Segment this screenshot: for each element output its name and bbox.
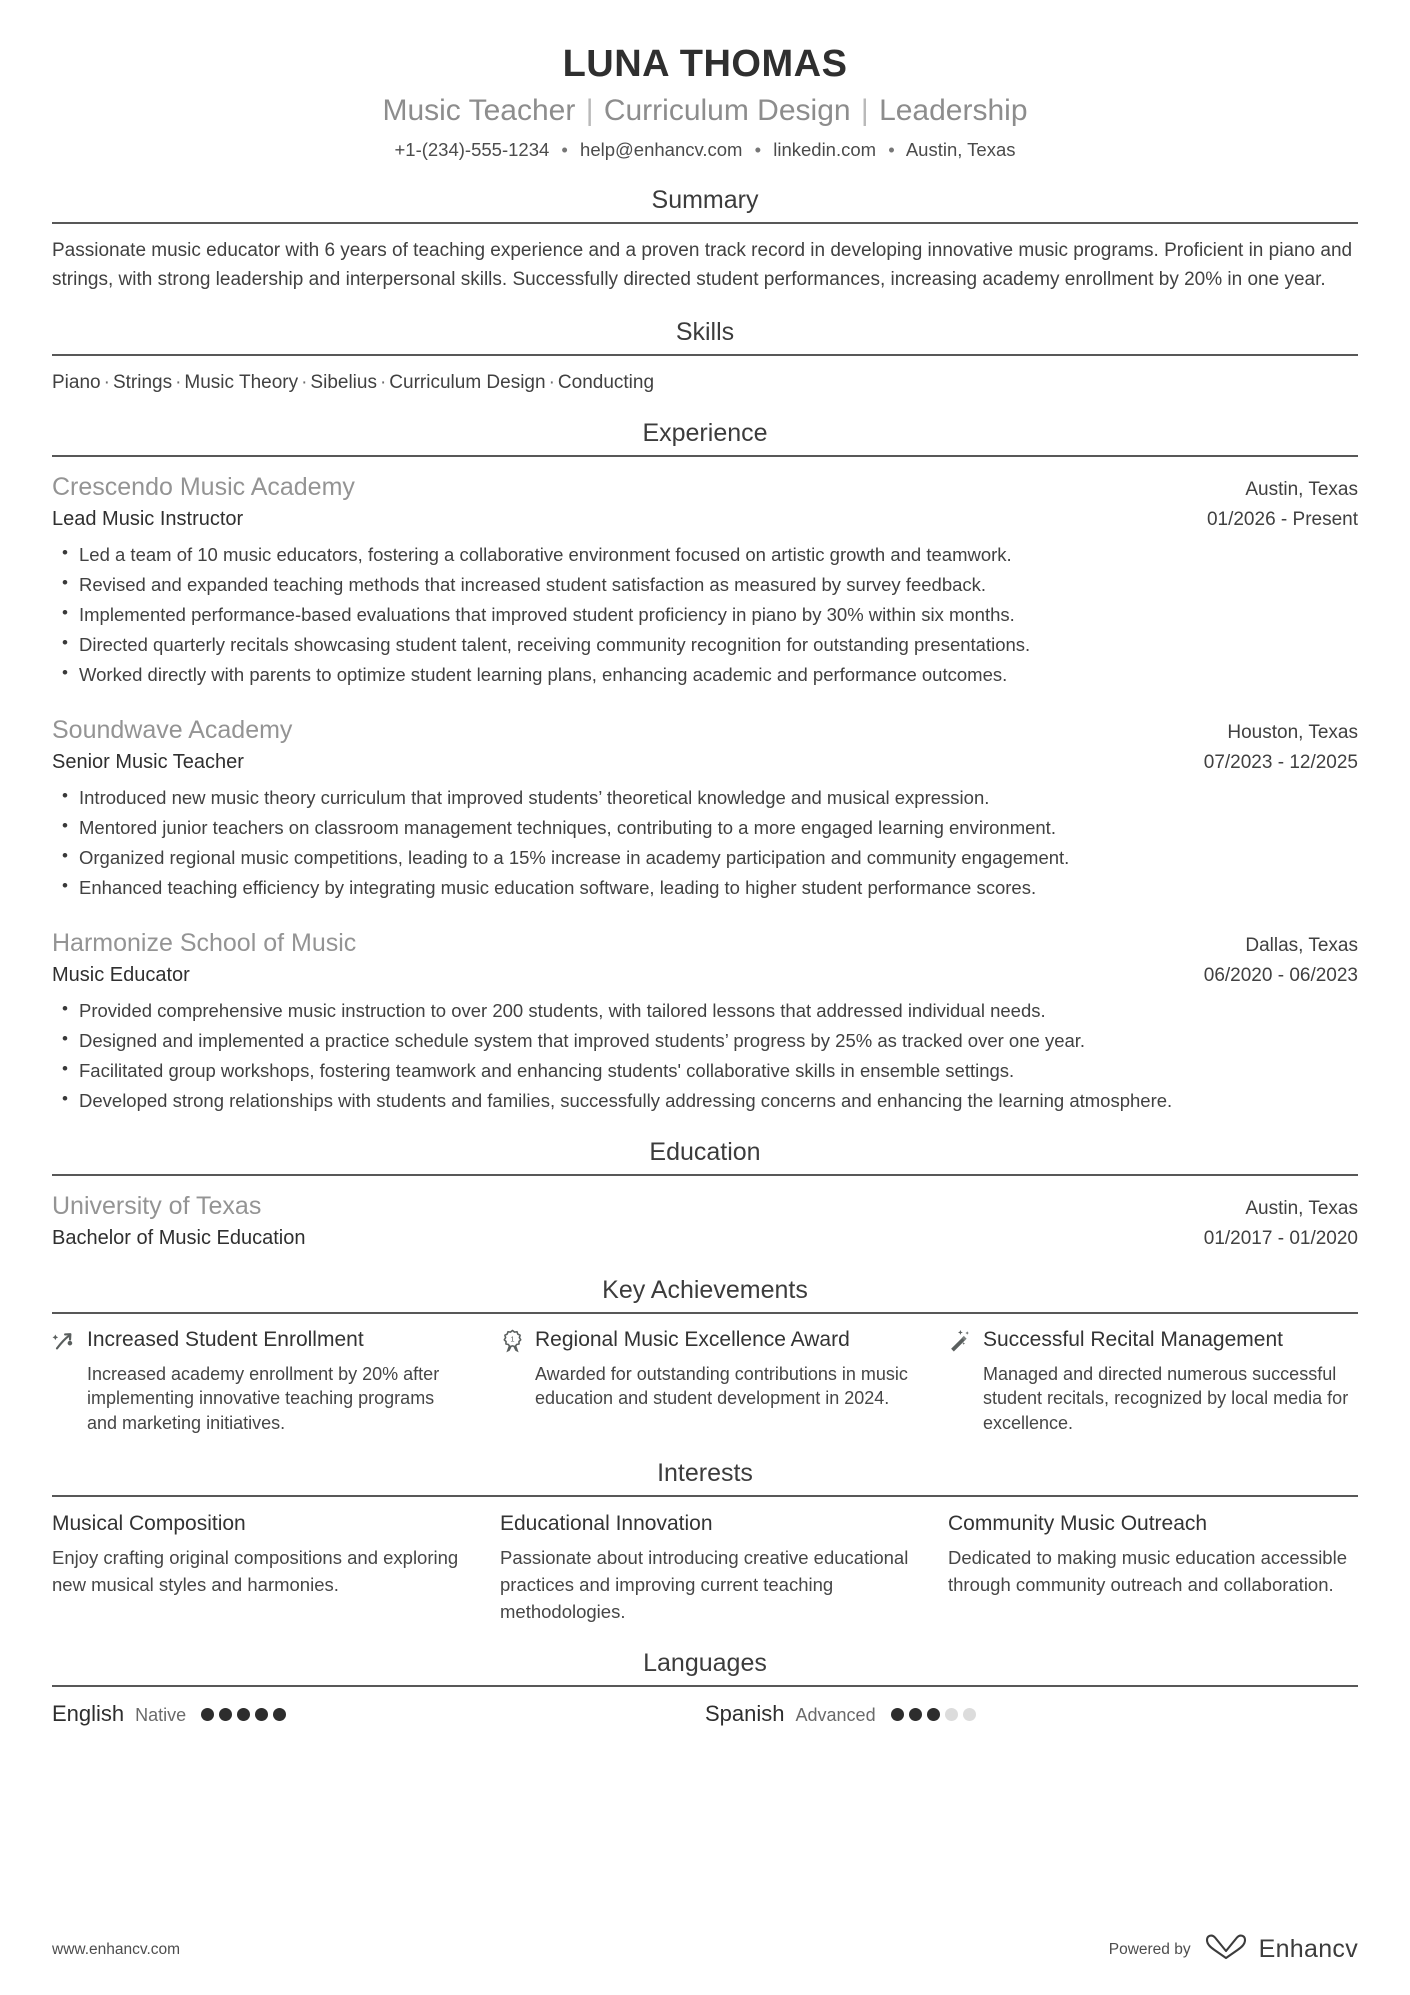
experience-bullet: • Enhanced teaching efficiency by integrating music education software, leading to higher student performance scores.: [52, 874, 1358, 902]
interest-description: Passionate about introducing creative educational practices and improving current teaching methodologies.: [500, 1547, 909, 1622]
section-summary: [52, 185, 1358, 295]
award-ribbon-icon: [500, 1329, 525, 1355]
proficiency-dot: [273, 1708, 286, 1721]
magic-wand-icon: [948, 1329, 973, 1355]
proficiency-dot: [891, 1708, 904, 1721]
experience-bullet: • Facilitated group workshops, fostering teamwork and enhancing students' collaborative skills in ensemble settings.: [52, 1057, 1358, 1085]
enhancv-logo-icon: [1204, 1932, 1250, 1967]
skills-list: [52, 369, 1358, 397]
language-item: [705, 1700, 1358, 1729]
language-name: Spanish: [705, 1700, 785, 1726]
section-languages: [52, 1648, 1358, 1729]
experience-body: [52, 457, 1358, 1115]
experience-dates: 01/2026 - Present: [1206, 508, 1358, 530]
headline-part-1: Curriculum Design: [603, 93, 851, 127]
skill-separator: ·: [301, 371, 308, 393]
candidate-name: LUNA THOMAS: [562, 43, 848, 85]
headline-separator: |: [585, 93, 594, 127]
section-key-achievements: [52, 1275, 1358, 1436]
education-dates: 01/2017 - 01/2020: [1203, 1227, 1358, 1249]
headline-part-0: Music Teacher: [382, 93, 576, 127]
interest-item: [500, 1510, 910, 1626]
education-org-row: [52, 1189, 1358, 1224]
achievement-title: Regional Music Excellence Award: [535, 1327, 850, 1351]
resume-header: [52, 34, 1358, 163]
language-level: Native: [135, 1704, 187, 1725]
experience-organization: Harmonize School of Music: [52, 929, 357, 958]
achievement-title: Increased Student Enrollment: [87, 1327, 364, 1351]
experience-role-row: [52, 961, 1358, 990]
language-name: English: [52, 1700, 125, 1726]
headline-separator: |: [860, 93, 869, 127]
contact-linkedin[interactable]: linkedin.com: [773, 138, 877, 160]
trending-up-sparkle-icon: [52, 1329, 77, 1355]
skill-separator: ·: [103, 371, 110, 393]
experience-org-row: [52, 926, 1358, 961]
skill-item: Strings: [112, 371, 173, 393]
interest-title: Community Music Outreach: [948, 1512, 1208, 1535]
skill-item: Music Theory: [184, 371, 299, 393]
section-experience: [52, 418, 1358, 1115]
proficiency-dot: [255, 1708, 268, 1721]
proficiency-dot: [945, 1708, 958, 1721]
experience-location: Houston, Texas: [1227, 722, 1358, 744]
interest-item: [948, 1510, 1358, 1626]
achievement-item: [948, 1327, 1358, 1436]
key-achievements-grid: [52, 1327, 1358, 1436]
achievement-description: Increased academy enrollment by 20% after implementing innovative teaching programs and marketing initiatives.: [87, 1363, 440, 1434]
experience-bullet: • Mentored junior teachers on classroom management techniques, contributing to a more engaged learning environment.: [52, 814, 1358, 842]
skill-separator: ·: [175, 371, 182, 393]
enhancv-brand: [1204, 1932, 1358, 1967]
interest-description: Dedicated to making music education accessible through community outreach and collaboration.: [948, 1547, 1347, 1596]
experience-bullet: • Designed and implemented a practice schedule system that improved students’ progress by 25% as tracked over one year.: [52, 1027, 1358, 1055]
education-institution: University of Texas: [52, 1192, 262, 1221]
experience-bullets: [52, 784, 1358, 902]
achievement-header: [52, 1327, 462, 1355]
contact-line: [52, 138, 1358, 163]
achievement-header: [500, 1327, 910, 1355]
languages-row: [52, 1700, 1358, 1729]
experience-bullet: • Introduced new music theory curriculum that improved students’ theoretical knowledge and musical expression.: [52, 784, 1358, 812]
contact-phone: +1-(234)-555-1234: [394, 138, 550, 160]
section-title-summary: Summary: [651, 185, 759, 214]
candidate-headline: [52, 91, 1358, 130]
experience-role: Lead Music Instructor: [52, 507, 244, 530]
skill-item: Conducting: [557, 371, 655, 393]
section-title-education: Education: [649, 1138, 761, 1167]
experience-org-row: [52, 470, 1358, 505]
proficiency-dot: [927, 1708, 940, 1721]
interests-grid: [52, 1510, 1358, 1626]
contact-separator: •: [561, 138, 568, 160]
achievement-item: [52, 1327, 462, 1436]
section-title-skills: Skills: [675, 317, 735, 346]
experience-location: Dallas, Texas: [1245, 935, 1358, 957]
experience-dates: 06/2020 - 06/2023: [1203, 964, 1358, 986]
interests-body: [52, 1497, 1358, 1626]
section-title-languages: Languages: [643, 1648, 767, 1677]
enhancv-wordmark: Enhancv: [1258, 1935, 1358, 1963]
education-degree-row: [52, 1224, 1358, 1253]
achievement-title: Successful Recital Management: [983, 1327, 1283, 1351]
contact-location: Austin, Texas: [905, 138, 1016, 160]
interest-item: [52, 1510, 462, 1626]
resume-footer: [52, 1932, 1358, 1967]
headline-part-2: Leadership: [879, 93, 1028, 127]
proficiency-dot: [237, 1708, 250, 1721]
experience-bullet: • Directed quarterly recitals showcasing student talent, receiving community recognition for outstanding presentations.: [52, 631, 1358, 659]
contact-separator: •: [888, 138, 895, 160]
language-proficiency-dots: [891, 1708, 976, 1721]
proficiency-dot: [219, 1708, 232, 1721]
experience-bullet: • Provided comprehensive music instruction to over 200 students, with tailored lessons that addressed individual needs.: [52, 997, 1358, 1025]
education-location: Austin, Texas: [1245, 1198, 1358, 1220]
education-item: [52, 1189, 1358, 1253]
skill-separator: ·: [548, 371, 555, 393]
experience-item: [52, 470, 1358, 689]
experience-bullet: • Revised and expanded teaching methods that increased student satisfaction as measured by survey feedback.: [52, 571, 1358, 599]
experience-dates: 07/2023 - 12/2025: [1203, 751, 1358, 773]
language-proficiency-dots: [201, 1708, 286, 1721]
achievement-description: Awarded for outstanding contributions in music education and student development in 2024.: [535, 1363, 908, 1409]
skill-separator: ·: [379, 371, 387, 393]
skill-item: Curriculum Design: [389, 371, 546, 393]
skills-body: [52, 356, 1358, 397]
experience-role: Senior Music Teacher: [52, 750, 244, 773]
language-level: Advanced: [795, 1704, 876, 1725]
proficiency-dot: [201, 1708, 214, 1721]
experience-bullet: • Implemented performance-based evaluations that improved student proficiency in piano by 30% within six months.: [52, 601, 1358, 629]
experience-bullet: • Organized regional music competitions, leading to a 15% increase in academy participation and community engagement.: [52, 844, 1358, 872]
education-body: [52, 1176, 1358, 1253]
skill-item: Piano: [52, 371, 101, 393]
proficiency-dot: [963, 1708, 976, 1721]
contact-separator: •: [754, 138, 762, 160]
section-title-experience: Experience: [642, 419, 768, 448]
section-skills: [52, 317, 1358, 397]
experience-item: [52, 926, 1358, 1115]
experience-organization: Soundwave Academy: [52, 716, 293, 745]
section-title-key-achievements: Key Achievements: [602, 1275, 808, 1304]
powered-by-label: Powered by: [1108, 1940, 1191, 1958]
skill-item: Sibelius: [310, 371, 377, 393]
experience-location: Austin, Texas: [1245, 479, 1358, 501]
experience-organization: Crescendo Music Academy: [52, 473, 355, 502]
key-achievements-body: [52, 1314, 1358, 1436]
section-education: [52, 1137, 1358, 1253]
language-item: [52, 1700, 705, 1729]
interest-title: Educational Innovation: [500, 1512, 713, 1535]
interest-description: Enjoy crafting original compositions and exploring new musical styles and harmonies.: [52, 1547, 459, 1596]
experience-bullet: • Worked directly with parents to optimize student learning plans, enhancing academic and performance outcomes.: [52, 661, 1358, 689]
experience-role: Music Educator: [52, 963, 190, 986]
interest-title: Musical Composition: [52, 1512, 246, 1535]
svg-text:1: 1: [510, 1334, 515, 1344]
summary-text: Passionate music educator with 6 years of teaching experience and a proven track record in developing innovative music programs. Proficient in piano and strings, with strong leadership and interpersonal skills. Successfully directed student performances, increasing academy enrollment by 20% in one year.: [52, 239, 1353, 290]
achievement-item: [500, 1327, 910, 1436]
footer-branding: [1109, 1932, 1358, 1967]
achievement-description: Managed and directed numerous successful student recitals, recognized by local media for excellence.: [983, 1363, 1349, 1434]
experience-org-row: [52, 713, 1358, 748]
summary-body: [52, 224, 1358, 295]
experience-bullets: [52, 541, 1358, 690]
experience-bullet: • Developed strong relationships with students and families, successfully addressing concerns and enhancing the learning atmosphere.: [52, 1087, 1358, 1115]
experience-item: [52, 713, 1358, 902]
contact-email[interactable]: help@enhancv.com: [580, 138, 743, 160]
achievement-header: [948, 1327, 1358, 1355]
section-title-interests: Interests: [657, 1459, 753, 1487]
experience-role-row: [52, 505, 1358, 534]
footer-url[interactable]: www.enhancv.com: [52, 1940, 181, 1958]
languages-body: [52, 1687, 1358, 1729]
experience-bullet: • Led a team of 10 music educators, fostering a collaborative environment focused on artistic growth and teamwork.: [52, 541, 1358, 569]
education-degree: Bachelor of Music Education: [52, 1226, 306, 1249]
experience-bullets: [52, 997, 1358, 1115]
proficiency-dot: [909, 1708, 922, 1721]
section-interests: [52, 1458, 1358, 1626]
experience-role-row: [52, 748, 1358, 777]
